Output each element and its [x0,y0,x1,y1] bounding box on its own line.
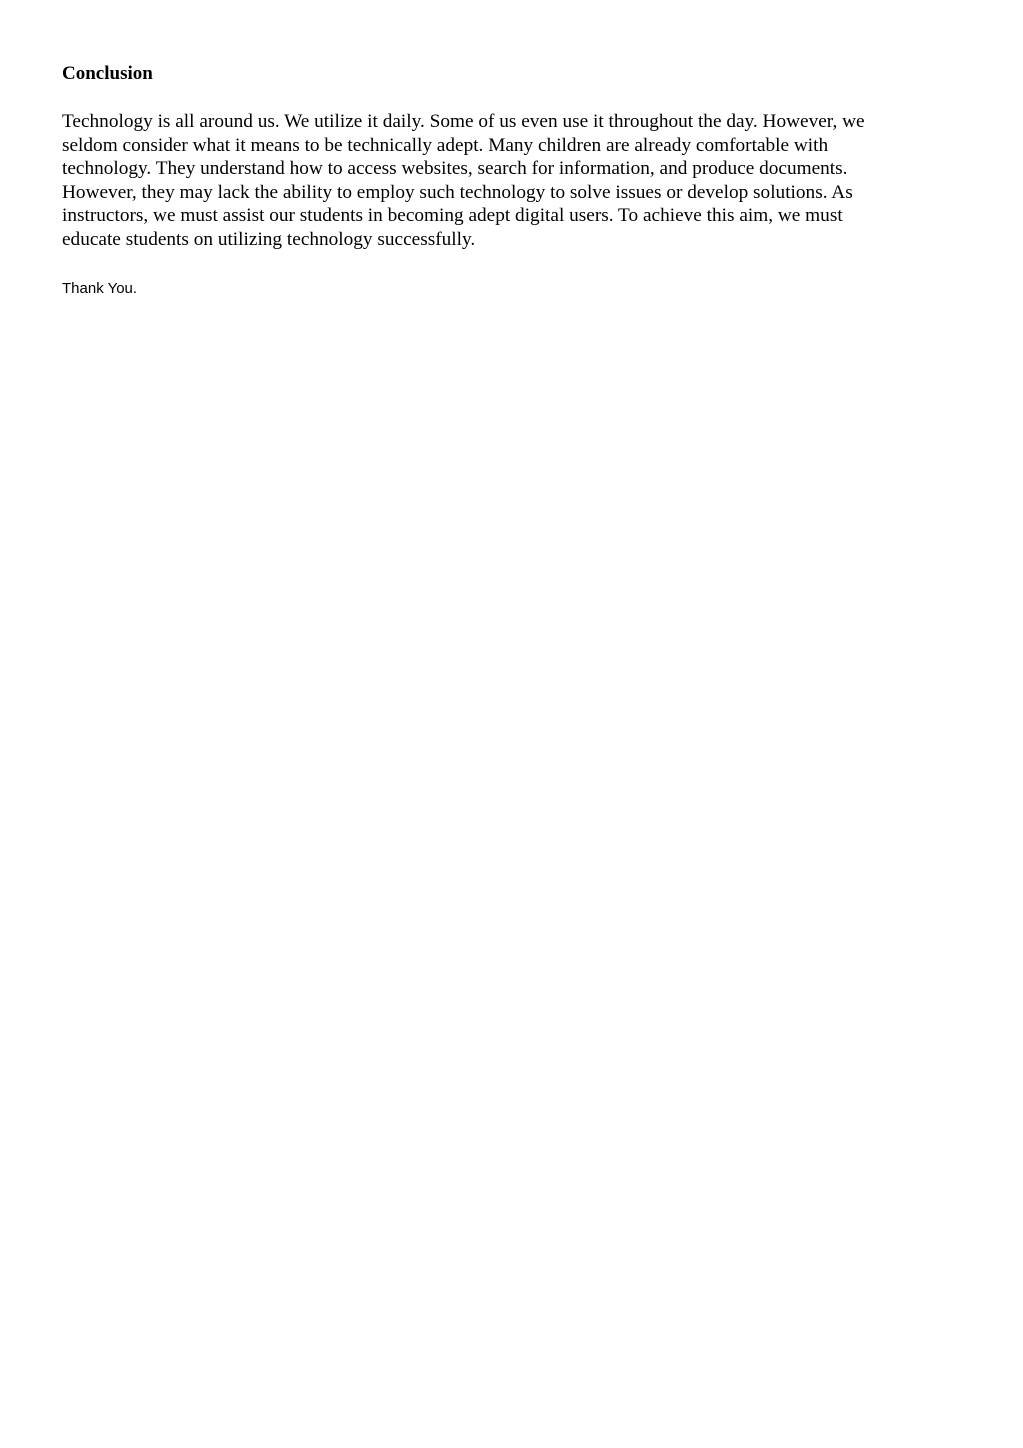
paragraph-line: educate students on utilizing technology successfully. [62,228,476,250]
paragraph-line: seldom consider what it means to be technically adept. Many children are already comfortable with [62,134,829,156]
paragraph-line: technology. They understand how to access websites, search for information, and produce documents. [62,158,848,180]
section-heading: Conclusion [62,63,153,84]
conclusion-paragraph [62,110,942,252]
paragraph-line: instructors, we must assist our students in becoming adept digital users. To achieve this aim, we must [62,205,843,227]
paragraph-line: Technology is all around us. We utilize it daily. Some of us even use it throughout the day. However, we [62,111,865,132]
paragraph-line: However, they may lack the ability to employ such technology to solve issues or develop solutions. As [62,181,853,203]
closing-text: Thank You. [62,280,138,297]
